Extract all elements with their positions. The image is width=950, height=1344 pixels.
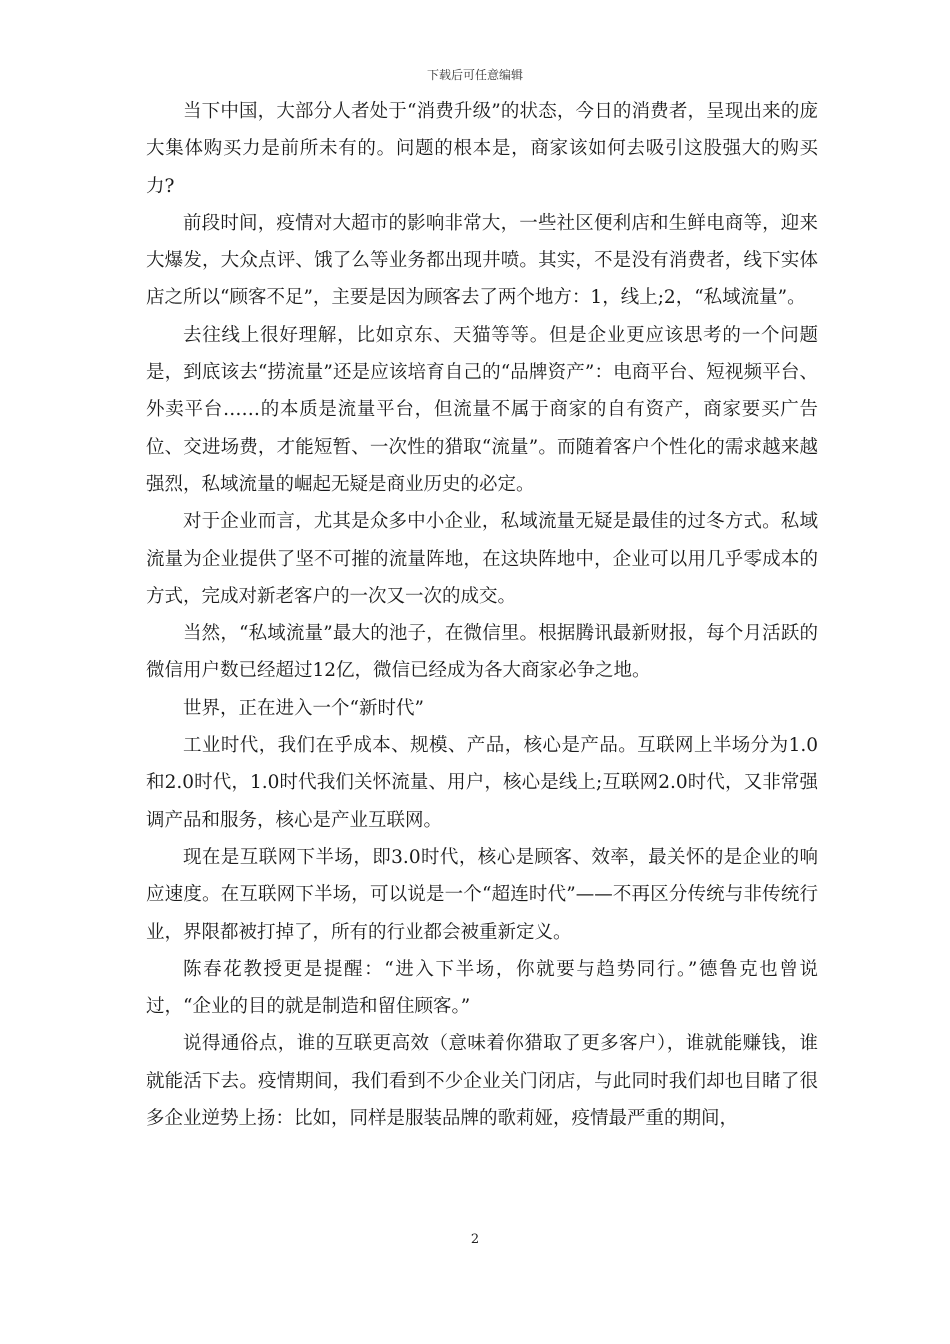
article-body: [146, 93, 818, 1137]
paragraph: 对于企业而言，尤其是众多中小企业，私域流量无疑是最佳的过冬方式。私域流量为企业提供了坚不可摧的流量阵地，在这块阵地中，企业可以用几乎零成本的方式，完成对新老客户的一次又一次的成交。: [146, 511, 818, 607]
paragraph: 现在是互联网下半场，即3.0时代，核心是顾客、效率，最关怀的是企业的响应速度。在互联网下半场，可以说是一个“超连时代”——不再区分传统与非传统行业，界限都被打掉了，所有的行业都会被重新定义。: [146, 846, 818, 943]
page-header: 下载后可任意编辑: [426, 68, 523, 82]
paragraph: 去往线上很好理解，比如京东、天猫等等。但是企业更应该思考的一个问题是，到底该去“捞流量”还是应该培育自己的“品牌资产”：电商平台、短视频平台、外卖平台……的本质是流量平台，但流量不属于商家的自有资产，商家要买广告位、交进场费，才能短暂、一次性的猎取“流量”。而随着客户个性化的需求越来越强烈，私域流量的崛起无疑是商业历史的必定。: [146, 324, 818, 495]
page-number: 2: [470, 1232, 480, 1247]
paragraph: 当然，“私域流量”最大的池子，在微信里。根据腾讯最新财报，每个月活跃的微信用户数已经超过12亿，微信已经成为各大商家必争之地。: [146, 623, 818, 682]
paragraph: 陈春花教授更是提醒：“进入下半场，你就要与趋势同行。”德鲁克也曾说过，“企业的目的就是制造和留住顾客。”: [146, 958, 818, 1018]
paragraph: 当下中国，大部分人者处于“消费升级”的状态，今日的消费者，呈现出来的庞大集体购买力是前所未有的。问题的根本是，商家该如何去吸引这股强大的购买力?: [146, 101, 818, 197]
paragraph: 说得通俗点，谁的互联更高效（意味着你猎取了更多客户），谁就能赚钱，谁就能活下去。疫情期间，我们看到不少企业关门闭店，与此同时我们却也目睹了很多企业逆势上扬：比如，同样是服装品牌的歌莉娅，疫情最严重的期间，: [146, 1033, 818, 1130]
paragraph: 工业时代，我们在乎成本、规模、产品，核心是产品。互联网上半场分为1.0和2.0时代，1.0时代我们关怀流量、用户，核心是线上;互联网2.0时代，又非常强调产品和服务，核心是产业互联网。: [146, 735, 818, 831]
paragraph: 前段时间，疫情对大超市的影响非常大，一些社区便利店和生鲜电商等，迎来大爆发，大众点评、饿了么等业务都出现井喷。其实，不是没有消费者，线下实体店之所以“顾客不足”，主要是因为顾客去了两个地方：1，线上;2，“私域流量”。: [146, 212, 818, 309]
section-heading: 世界，正在进入一个“新时代”: [183, 697, 424, 719]
